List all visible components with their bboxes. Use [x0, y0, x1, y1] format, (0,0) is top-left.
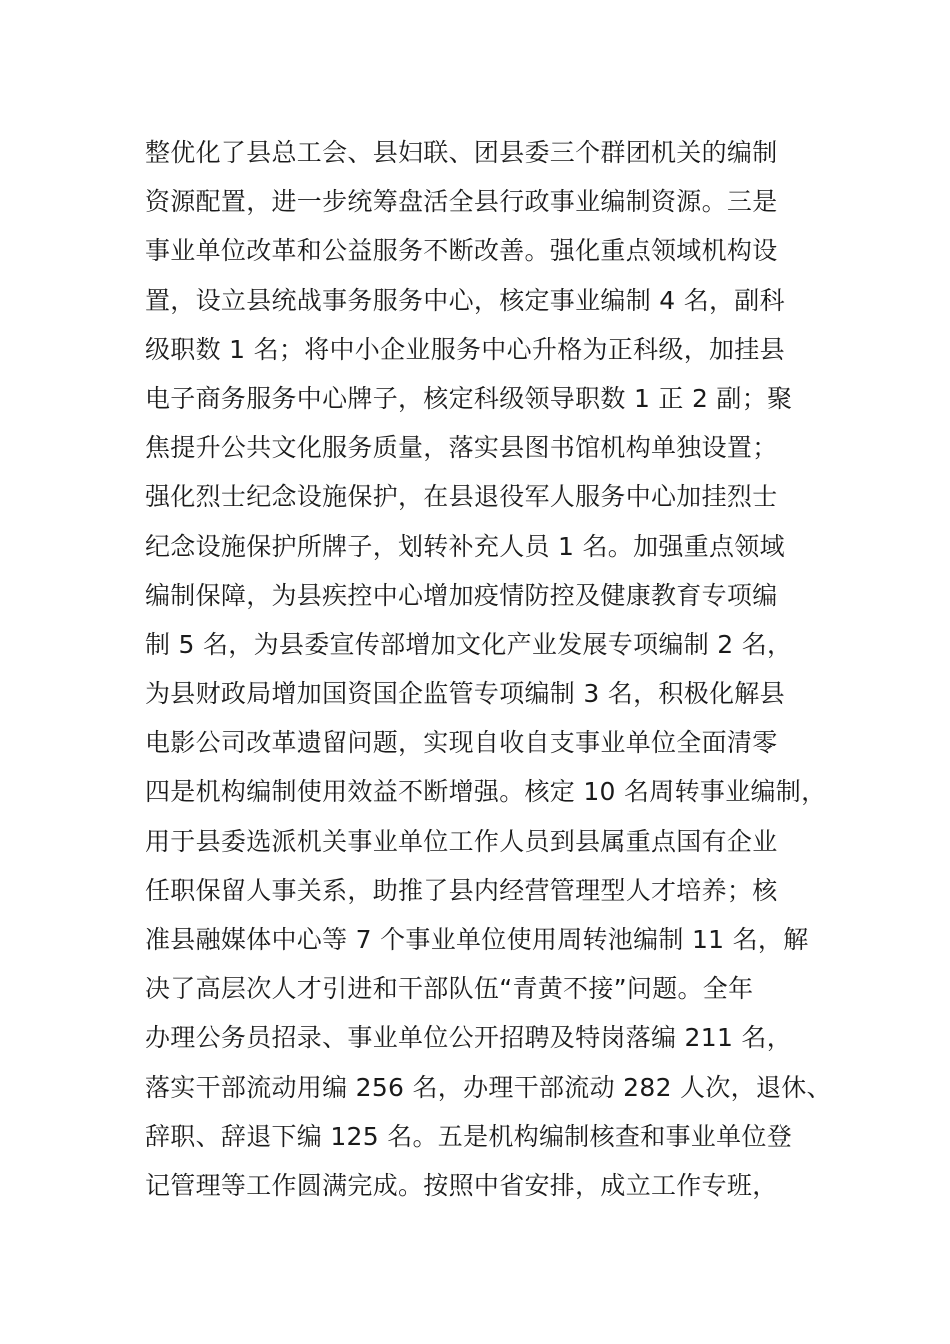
text-line: 置，设立县统战事务服务中心，核定事业编制 4 名，副科 — [145, 285, 785, 315]
text-line: 制 5 名，为县委宣传部增加文化产业发展专项编制 2 名， — [145, 629, 793, 659]
text-line: 办理公务员招录、事业单位公开招聘及特岗落编 211 名， — [145, 1023, 793, 1053]
text-line: 级职数 1 名；将中小企业服务中心升格为正科级，加挂县 — [145, 334, 785, 364]
text-line: 事业单位改革和公益服务不断改善。强化重点领域机构设 — [145, 236, 778, 266]
text-line: 电子商务服务中心牌子，核定科级领导职数 1 正 2 副；聚 — [145, 383, 793, 413]
text-line: 编制保障，为县疾控中心增加疫情防控及健康教育专项编 — [145, 580, 778, 610]
text-line: 任职保留人事关系，助推了县内经营管理型人才培养；核 — [145, 875, 778, 905]
text-line: 资源配置，进一步统筹盘活全县行政事业编制资源。三是 — [145, 187, 778, 217]
text-line: 辞职、辞退下编 125 名。五是机构编制核查和事业单位登 — [145, 1121, 793, 1151]
text-line: 整优化了县总工会、县妇联、团县委三个群团机关的编制 — [145, 138, 778, 167]
text-line: 四是机构编制使用效益不断增强。核定 10 名周转事业编制， — [145, 777, 827, 807]
text-line: 为县财政局增加国资国企监管专项编制 3 名，积极化解县 — [145, 679, 785, 709]
text-line: 落实干部流动用编 256 名，办理干部流动 282 人次，退休、 — [145, 1072, 832, 1102]
text-line: 记管理等工作圆满完成。按照中省安排，成立工作专班， — [145, 1170, 778, 1200]
text-line: 决了高层次人才引进和干部队伍“青黄不接”问题。全年 — [145, 974, 754, 1004]
text-line: 用于县委选派机关事业单位工作人员到县属重点国有企业 — [145, 826, 778, 856]
text-line: 准县融媒体中心等 7 个事业单位使用周转池编制 11 名，解 — [145, 925, 809, 954]
text-line: 电影公司改革遗留问题，实现自收自支事业单位全面清零 — [145, 728, 778, 758]
body-paragraph — [145, 128, 832, 1210]
text-line: 焦提升公共文化服务质量，落实县图书馆机构单独设置； — [145, 433, 778, 463]
text-line: 强化烈士纪念设施保护，在县退役军人服务中心加挂烈士 — [145, 482, 778, 512]
text-line: 纪念设施保护所牌子，划转补充人员 1 名。加强重点领域 — [145, 531, 785, 561]
